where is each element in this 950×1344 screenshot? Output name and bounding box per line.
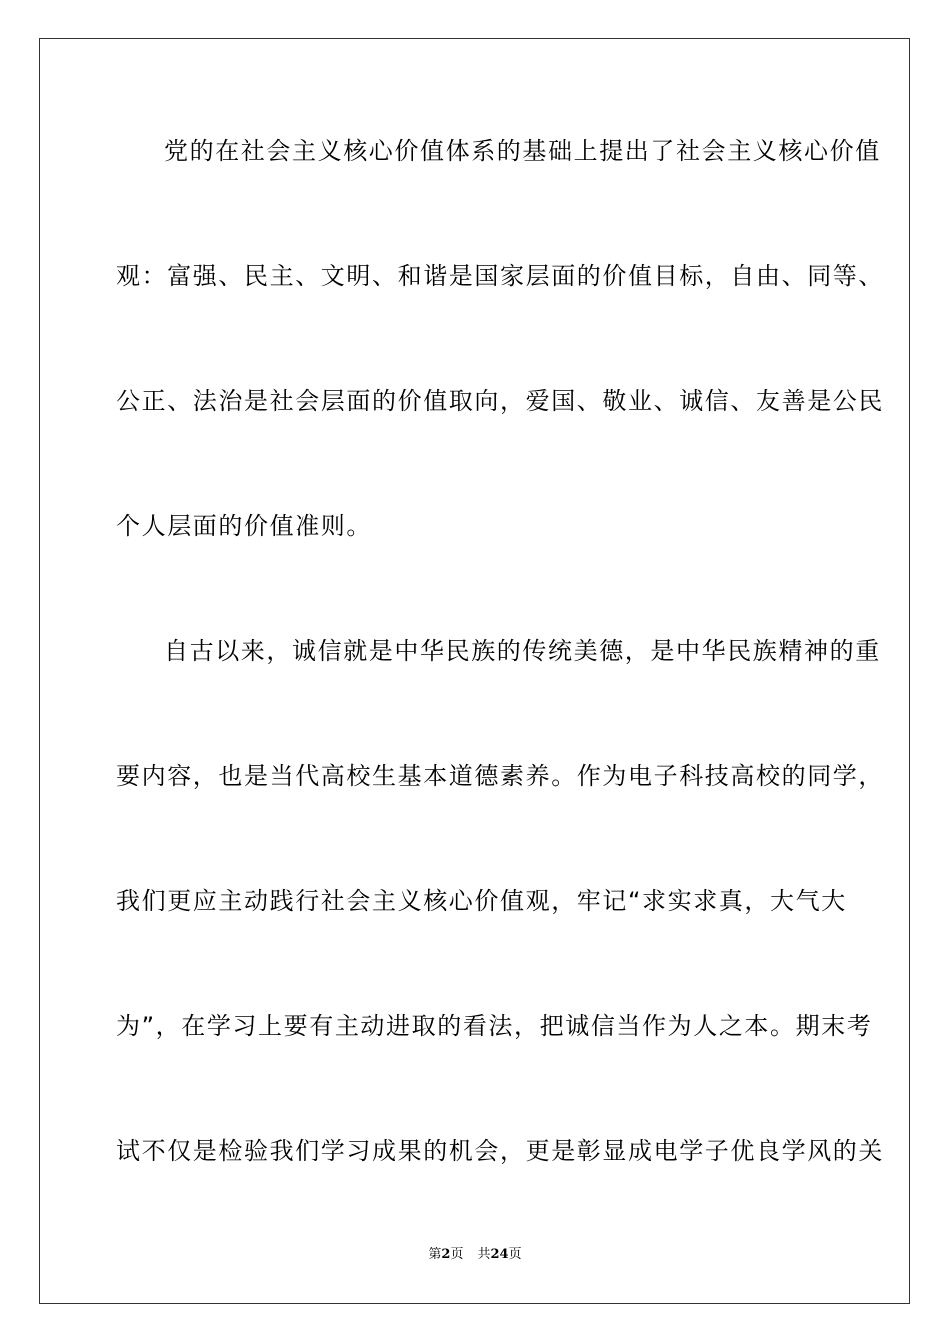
paragraph-2-line-1: 自古以来，诚信就是中华民族的传统美德，是中华民族精神的重 — [164, 637, 881, 665]
paragraph-2-line-4: 为”，在学习上要有主动进取的看法，把诚信当作为人之本。期末考 — [116, 1012, 873, 1040]
paragraph-1-line-1: 党的在社会主义核心价值体系的基础上提出了社会主义核心价值 — [164, 137, 881, 165]
paragraph-1-line-3: 公正、法治是社会层面的价值取向，爱国、敬业、诚信、友善是公民 — [116, 387, 884, 415]
total-prefix: 共 — [477, 1247, 491, 1262]
page-border — [39, 38, 910, 1304]
paragraph-2-line-3: 我们更应主动践行社会主义核心价值观，牢记“求实求真，大气大 — [116, 887, 847, 915]
paragraph-1-line-2: 观：富强、民主、文明、和谐是国家层面的价值目标，自由、同等、 — [116, 262, 884, 290]
page-suffix: 页 — [450, 1247, 464, 1262]
total-pages: 24 — [490, 1247, 509, 1262]
page-prefix: 第 — [428, 1247, 442, 1262]
page-footer — [0, 1247, 950, 1263]
paragraph-1-line-4: 个人层面的价值准则。 — [116, 512, 372, 540]
total-suffix: 页 — [508, 1247, 522, 1262]
paragraph-2-line-5: 试不仅是检验我们学习成果的机会，更是彰显成电学子优良学风的关 — [116, 1137, 884, 1165]
page-number: 2 — [441, 1247, 451, 1262]
paragraph-2-line-2: 要内容，也是当代高校生基本道德素养。作为电子科技高校的同学， — [116, 762, 884, 790]
